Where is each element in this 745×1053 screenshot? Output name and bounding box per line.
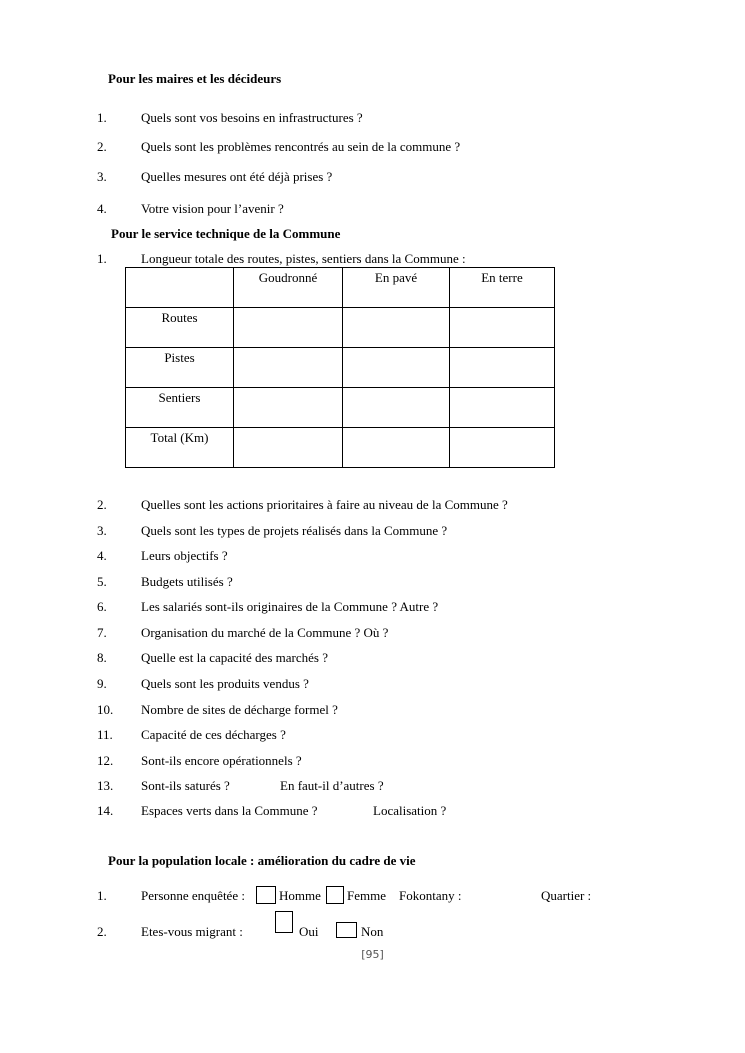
homme-checkbox[interactable] xyxy=(256,886,276,904)
question-number: 3. xyxy=(97,523,107,538)
table-cell[interactable] xyxy=(343,428,450,468)
question-label: Etes-vous migrant : xyxy=(141,924,243,939)
question-text: Votre vision pour l’avenir ? xyxy=(141,201,284,216)
question-label: Personne enquêtée : xyxy=(141,888,245,903)
question-text: Capacité de ces décharges ? xyxy=(141,727,286,742)
femme-label: Femme xyxy=(347,888,386,903)
question-text: Les salariés sont-ils originaires de la Commune ? Autre ? xyxy=(141,599,439,614)
question-text: Budgets utilisés ? xyxy=(141,574,233,589)
section-heading-service-technique: Pour le service technique de la Commune xyxy=(111,226,341,241)
question-number: 2. xyxy=(97,139,107,154)
quartier-label: Quartier : xyxy=(541,888,592,903)
table-row-label: Routes xyxy=(126,308,234,348)
table-cell[interactable] xyxy=(343,388,450,428)
section-heading-population: Pour la population locale : amélioration du cadre de vie xyxy=(108,853,416,868)
question-number: 4. xyxy=(97,201,107,216)
table-header-cell: En pavé xyxy=(343,268,450,308)
table-row-label: Total (Km) xyxy=(126,428,234,468)
non-label: Non xyxy=(361,924,384,939)
question-number: 1. xyxy=(97,888,107,903)
table-header-cell: Goudronné xyxy=(234,268,343,308)
question-text: Quels sont les problèmes rencontrés au sein de la commune ? xyxy=(141,139,461,154)
table-cell[interactable] xyxy=(234,348,343,388)
question-text: Quels sont les types de projets réalisés dans la Commune ? xyxy=(141,523,448,538)
question-text: Espaces verts dans la Commune ? xyxy=(141,803,318,818)
road-length-table xyxy=(125,267,555,468)
question-number: 9. xyxy=(97,676,107,691)
question-text: Leurs objectifs ? xyxy=(141,548,228,563)
table-cell[interactable] xyxy=(450,348,555,388)
table-cell[interactable] xyxy=(343,348,450,388)
table-row xyxy=(126,348,555,388)
question-number: 2. xyxy=(97,497,107,512)
question-number: 12. xyxy=(97,753,114,768)
table-cell[interactable] xyxy=(450,308,555,348)
fokontany-label: Fokontany : xyxy=(399,888,462,903)
table-row-label: Sentiers xyxy=(126,388,234,428)
question-number: 5. xyxy=(97,574,107,589)
question-text: Quelle est la capacité des marchés ? xyxy=(141,650,328,665)
question-number: 14. xyxy=(97,803,114,818)
question-text: Organisation du marché de la Commune ? Où ? xyxy=(141,625,389,640)
table-header-cell xyxy=(126,268,234,308)
oui-checkbox[interactable] xyxy=(275,911,293,933)
question-number: 11. xyxy=(97,727,113,742)
table-header-cell: En terre xyxy=(450,268,555,308)
table-header-row xyxy=(126,268,555,308)
table-cell[interactable] xyxy=(450,388,555,428)
question-text-secondary: Localisation ? xyxy=(373,803,447,818)
table-cell[interactable] xyxy=(234,428,343,468)
question-number: 3. xyxy=(97,169,107,184)
question-text: Longueur totale des routes, pistes, sentiers dans la Commune : xyxy=(141,251,466,266)
question-text-secondary: En faut-il d’autres ? xyxy=(280,778,384,793)
question-number: 2. xyxy=(97,924,107,939)
non-checkbox[interactable] xyxy=(336,922,357,938)
question-number: 7. xyxy=(97,625,107,640)
question-number: 4. xyxy=(97,548,107,563)
question-number: 8. xyxy=(97,650,107,665)
question-number: 6. xyxy=(97,599,107,614)
page-number: [95] xyxy=(361,948,384,961)
femme-checkbox[interactable] xyxy=(326,886,344,904)
question-text: Sont-ils encore opérationnels ? xyxy=(141,753,302,768)
question-text: Quels sont vos besoins en infrastructures ? xyxy=(141,110,363,125)
table-row xyxy=(126,388,555,428)
table-cell[interactable] xyxy=(234,308,343,348)
question-number: 10. xyxy=(97,702,114,717)
question-text: Quels sont les produits vendus ? xyxy=(141,676,309,691)
question-number: 13. xyxy=(97,778,114,793)
question-text: Nombre de sites de décharge formel ? xyxy=(141,702,338,717)
table-row-label: Pistes xyxy=(126,348,234,388)
oui-label: Oui xyxy=(299,924,319,939)
table-row xyxy=(126,428,555,468)
table-cell[interactable] xyxy=(343,308,450,348)
question-number: 1. xyxy=(97,110,107,125)
table-cell[interactable] xyxy=(234,388,343,428)
question-text: Quelles mesures ont été déjà prises ? xyxy=(141,169,333,184)
homme-label: Homme xyxy=(279,888,321,903)
table-cell[interactable] xyxy=(450,428,555,468)
table-row xyxy=(126,308,555,348)
question-number: 1. xyxy=(97,251,107,266)
question-text: Sont-ils saturés ? xyxy=(141,778,230,793)
section-heading-maires: Pour les maires et les décideurs xyxy=(108,71,282,86)
question-text: Quelles sont les actions prioritaires à faire au niveau de la Commune ? xyxy=(141,497,508,512)
